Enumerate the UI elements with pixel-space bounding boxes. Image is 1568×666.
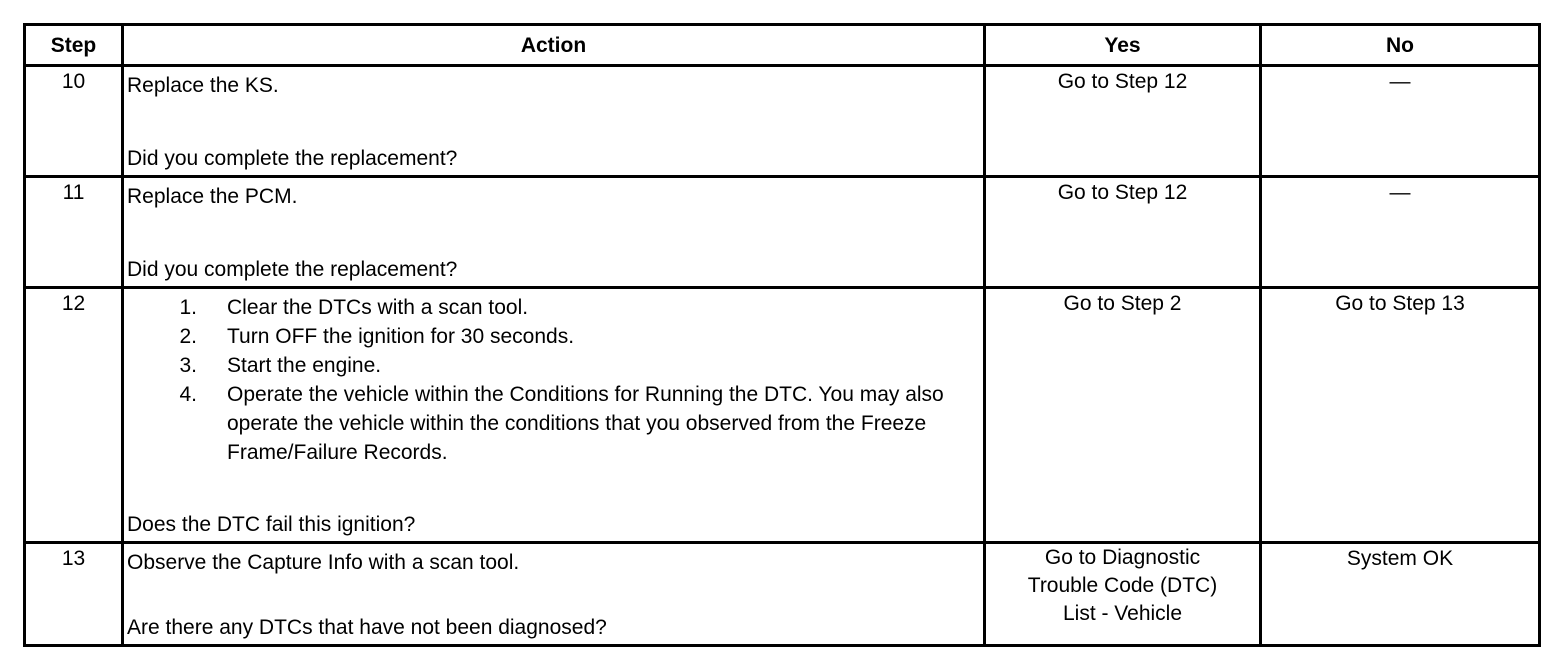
substep-text: Start the engine. — [227, 354, 382, 377]
substep-list — [127, 293, 980, 467]
substep-item — [127, 293, 980, 322]
yes-result: Go to Diagnostic Trouble Code (DTC) List - Vehicle — [985, 543, 1261, 646]
substep-number: 1. — [179, 296, 197, 319]
substep-number: 4. — [179, 383, 197, 406]
no-result: Go to Step 13 — [1261, 288, 1540, 543]
step-number: 12 — [25, 288, 123, 543]
action-intro: Replace the PCM. — [127, 185, 298, 208]
substep-item — [127, 322, 980, 351]
action-cell — [123, 177, 985, 288]
table-row — [25, 288, 1540, 543]
substep-item — [127, 351, 980, 380]
header-yes: Yes — [985, 25, 1261, 66]
table-row — [25, 66, 1540, 177]
header-step: Step — [25, 25, 123, 66]
substep-number: 2. — [179, 325, 197, 348]
header-no: No — [1261, 25, 1540, 66]
header-row — [25, 25, 1540, 66]
no-result: — — [1261, 177, 1540, 288]
no-result: — — [1261, 66, 1540, 177]
step-number: 13 — [25, 543, 123, 646]
no-result: System OK — [1261, 543, 1540, 646]
yes-result: Go to Step 12 — [985, 66, 1261, 177]
table-row — [25, 543, 1540, 646]
substep-text: Turn OFF the ignition for 30 seconds. — [227, 325, 575, 348]
step-number: 10 — [25, 66, 123, 177]
substep-number: 3. — [179, 354, 197, 377]
action-intro: Observe the Capture Info with a scan tool. — [127, 551, 520, 574]
substep-text: Operate the vehicle within the Conditions for Running the DTC. You may also operate the vehicle within the conditions that you observed from the Freeze Frame/Failure Records. — [227, 383, 944, 464]
action-cell — [123, 288, 985, 543]
action-question: Does the DTC fail this ignition? — [127, 513, 416, 536]
action-question: Are there any DTCs that have not been diagnosed? — [127, 616, 607, 639]
diagnostic-table — [23, 23, 1541, 647]
step-number: 11 — [25, 177, 123, 288]
action-intro: Replace the KS. — [127, 74, 279, 97]
substep-item — [127, 380, 980, 467]
action-question: Did you complete the replacement? — [127, 147, 458, 170]
yes-result: Go to Step 12 — [985, 177, 1261, 288]
action-cell — [123, 543, 985, 646]
action-question: Did you complete the replacement? — [127, 258, 458, 281]
header-action: Action — [123, 25, 985, 66]
yes-result: Go to Step 2 — [985, 288, 1261, 543]
table-row — [25, 177, 1540, 288]
action-cell — [123, 66, 985, 177]
substep-text: Clear the DTCs with a scan tool. — [227, 296, 529, 319]
